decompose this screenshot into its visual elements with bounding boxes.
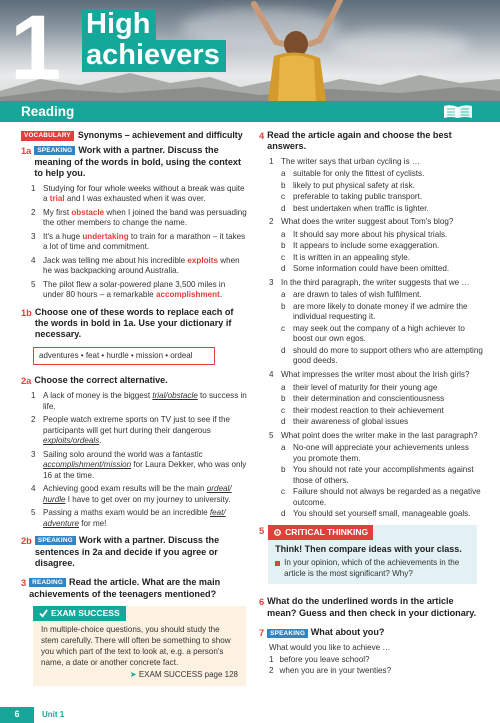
item-text: before you leave school? [279,654,370,664]
page-number: 6 [0,707,34,723]
task-6 [259,596,483,619]
task-number: 5 [259,525,265,536]
answer-option[interactable] [281,383,483,394]
list-item [31,280,248,301]
task-number: 6 [259,597,265,608]
question-number: 2 [269,217,274,227]
question [269,157,483,168]
left-column [21,130,248,686]
alternative-choice[interactable]: ordeal/ hurdle [43,484,232,504]
option-text: are drawn to tales of wish fulfilment. [293,290,422,300]
question [269,217,483,228]
alternative-choice[interactable]: trial/obstacle [152,391,198,401]
book-icon [443,104,473,119]
option-letter: b [281,180,286,190]
list-item [31,415,248,447]
task-text: Work with a partner. Discuss the meaning of the words in bold, using the context to help you. [34,145,241,179]
speaking-tag: SPEAKING [267,629,308,638]
unit-title-line1: High [82,9,156,41]
item-number: 1 [31,391,36,401]
exam-success-body [33,621,246,680]
option-text: It is written in an appealing style. [293,252,410,262]
speaking-tag: SPEAKING [34,146,75,155]
task-text: Work with a partner. Discuss the sentences in 2a and decide if you agree or disagree. [34,535,220,569]
item-text: My first obstacle when I joined the band was persuading the other members to change the name. [43,207,247,228]
task-number: 1a [21,146,32,157]
option-text: likely to put physical safety at risk. [293,180,415,190]
item-text: A lack of money is the biggest trial/obstacle to success in life. [43,391,247,411]
option-text: may seek out the company of a high achiever to boost our own egos. [293,323,465,344]
bold-word: trial [49,194,65,204]
exam-success-heading [33,606,126,621]
answer-option[interactable] [281,324,483,345]
answer-option[interactable] [281,302,483,323]
item-text: Achieving good exam results will be the main ordeal/ hurdle I have to get over on my journey to university. [43,484,232,504]
question-number: 5 [269,430,274,440]
item-text: People watch extreme sports on TV just to see if the participants will get hurt during their dangerous exploits/ordeals. [43,415,231,446]
option-text: suitable for only the fittest of cyclists. [293,169,425,179]
item-text: Sailing solo around the world was a fantastic accomplishment/mission for Laura Dekker, who was only 16 at the time. [43,449,247,480]
critical-thinking-lead: Think! Then compare ideas with your class. [275,543,462,554]
vocabulary-heading [21,130,248,141]
speaking-tag: SPEAKING [35,536,76,545]
item-number: 2 [31,415,36,425]
task-2a [21,375,248,387]
page-footer [0,707,500,723]
task-number: 1b [21,307,32,318]
item-number: 4 [31,255,36,265]
bold-word: undertaking [82,231,129,241]
option-letter: a [281,382,286,392]
list-item [31,232,248,253]
option-letter: d [281,203,286,213]
item-text: It's a huge undertaking to train for a marathon – it takes a lot of time and commitment. [43,231,246,252]
task-instruction [34,145,248,179]
bullet-square-icon [275,561,280,566]
task-text: Read the article. What are the main achievements of the teenagers mentioned? [29,577,221,599]
list-item [269,666,483,677]
question [269,278,483,289]
question-text: The writer says that urban cycling is … [281,156,420,166]
reading-tag: READING [29,578,66,587]
option-letter: c [281,192,286,202]
list-item [31,184,248,205]
task-3 [21,577,248,600]
exam-success-text: In multiple-choice questions, you should study the stem carefully. There will often be something to show you which part of the text to look at, e.g. a person's name, a date or another concrete fact. [41,625,231,668]
item-number: 3 [31,449,36,459]
item-number: 1 [31,183,36,193]
answer-option[interactable] [281,192,483,203]
option-letter: b [281,241,286,251]
answer-option[interactable] [281,346,483,367]
option-text: preferable to taking public transport. [293,192,423,202]
vocabulary-tag: VOCABULARY [21,131,74,141]
option-letter: c [281,487,286,497]
exam-success-box [33,606,246,686]
item-number: 2 [269,666,274,676]
hero-banner [0,0,500,101]
option-letter: c [281,405,286,415]
task-text: What about you? [310,627,385,638]
task-instruction: What do the underlined words in the article mean? Guess and then check in your dictionary. [267,596,477,618]
item-number: 4 [31,484,36,494]
question [269,370,483,381]
list-item [31,208,248,229]
task-number: 7 [259,628,265,639]
answer-option[interactable] [281,443,483,464]
unit-label: Unit 1 [42,709,65,719]
gears-icon [273,528,282,537]
answer-option[interactable] [281,394,483,405]
task-instruction [267,627,384,639]
task-instruction: Choose the correct alternative. [34,375,168,386]
question [269,431,483,442]
answer-option[interactable] [281,465,483,486]
list-item [31,484,248,505]
list-item [31,391,248,412]
bold-word: accomplishment [155,290,220,300]
option-letter: c [281,323,286,333]
item-number: 1 [269,654,274,664]
option-text: Failure should not always be regarded as a negative outcome. [293,487,481,507]
answer-option[interactable] [281,264,483,275]
task-instruction: Choose one of these words to replace each of the words in bold in 1a. Use your dictionary if necessary. [34,306,234,340]
critical-thinking-title: CRITICAL THINKING [285,526,369,537]
check-icon [39,609,48,618]
option-letter: b [281,394,286,404]
task-4 [259,130,483,153]
task-instruction: Read the article again and choose the best answers. [267,130,452,152]
arrow-right-icon: ➤ [129,670,139,680]
task-number: 3 [21,578,27,589]
answer-option[interactable] [281,241,483,252]
option-text: their determination and conscientiousness [293,394,445,404]
exam-success-link[interactable] [41,670,238,681]
question-list [259,157,483,520]
exam-success-link-text: EXAM SUCCESS page 128 [138,670,238,680]
answer-option[interactable] [281,290,483,301]
task-7 [259,627,483,639]
list-item [31,256,248,277]
task-instruction [35,535,248,569]
item-number: 5 [31,279,36,289]
bullet-text: In your opinion, which of the achievements in the article is the most significant? Why? [284,558,460,578]
option-text: No-one will appreciate your achievements unless you promote them. [293,443,469,463]
option-letter: a [281,290,286,300]
item-text: Passing a maths exam would be an incredible feat/ adventure for me! [43,508,226,528]
answer-option[interactable] [281,230,483,241]
option-text: their level of maturity for their young age [293,382,438,392]
task-1a [21,145,248,179]
word-box: adventures • feat • hurdle • mission • ordeal [33,347,215,365]
item-number: 5 [31,508,36,518]
option-text: You should set yourself small, manageable goals. [293,509,471,519]
bold-word: obstacle [71,207,105,217]
answer-option[interactable] [281,204,483,215]
critical-thinking-box [268,525,477,585]
option-text: You should not rate your accomplishments against those of others. [293,465,474,485]
item-number: 2 [31,207,36,217]
critical-thinking-section [259,525,483,585]
task-2a-list [31,391,248,529]
item-text: when you are in your twenties? [279,666,392,676]
critical-thinking-heading [268,525,373,540]
critical-thinking-bullet [275,558,470,579]
question-number: 1 [269,156,274,166]
task-number: 4 [259,131,265,141]
list-item [31,508,248,529]
option-text: best undertaken when traffic is lighter. [293,203,429,213]
answer-option[interactable] [281,487,483,508]
unit-number: 1 [10,0,62,99]
answer-option[interactable] [281,181,483,192]
answer-option[interactable] [281,253,483,264]
item-text: Jack was telling me about his incredible exploits when he was backpacking around Australia. [43,255,240,276]
option-letter: a [281,443,286,453]
option-letter: b [281,301,286,311]
section-title: Reading [21,103,75,119]
hiker-figure [236,0,356,101]
option-letter: a [281,229,286,239]
option-text: It should say more about his physical trials. [293,229,448,239]
reading-section-bar [0,101,500,122]
option-letter: d [281,417,286,427]
alternative-choice[interactable]: exploits/ordeals [43,436,100,446]
task-1b [21,307,248,341]
option-letter: a [281,169,286,179]
task-number: 2a [21,376,32,387]
question-text: What impresses the writer most about the Irish girls? [281,370,470,379]
task-7-subtitle: What would you like to achieve … [269,643,391,653]
question-number: 3 [269,277,274,287]
answer-option[interactable] [281,417,483,428]
option-letter: b [281,465,286,475]
bold-word: exploits [187,255,219,265]
task-instruction [29,577,248,600]
list-item [269,655,483,666]
option-text: are more likely to donate money if we admire the individual requesting it. [293,301,468,322]
item-text: Studying for four whole weeks without a break was quite a trial and I was exhausted when it was over. [43,183,245,204]
list-item [31,450,248,482]
unit-title-line2: achievers [82,40,226,72]
task-1a-list [31,184,248,301]
exam-success-title: EXAM SUCCESS [51,608,120,619]
option-letter: d [281,345,286,355]
question-text: In the third paragraph, the writer suggests that we … [281,277,470,287]
answer-option[interactable] [281,169,483,180]
option-letter: c [281,252,286,262]
option-text: their awareness of global issues [293,417,409,427]
question-text: What point does the writer make in the last paragraph? [281,430,478,440]
item-text: The pilot flew a solar-powered plane 3,500 miles in under 80 hours – a remarkable accomplishment. [43,279,226,300]
option-text: Some information could have been omitted. [293,264,450,274]
question-text: What does the writer suggest about Tom's blog? [281,217,454,227]
task-2b [21,535,248,569]
task-number: 2b [21,536,32,547]
alternative-choice[interactable]: feat/ adventure [43,508,226,528]
critical-thinking-body [268,540,477,580]
option-text: should do more to support others who are attempting good deeds. [293,345,483,366]
answer-option[interactable] [281,509,483,520]
item-number: 3 [31,231,36,241]
answer-option[interactable] [281,406,483,417]
option-text: their modest reaction to their achievement [293,405,444,415]
option-text: It appears to include some exaggeration. [293,241,440,251]
option-letter: d [281,264,286,274]
right-column [259,130,483,678]
vocabulary-title: Synonyms – achievement and difficulty [77,130,243,140]
option-letter: d [281,509,286,519]
alternative-choice[interactable]: accomplishment/mission [43,460,132,470]
question-number: 4 [269,370,274,379]
